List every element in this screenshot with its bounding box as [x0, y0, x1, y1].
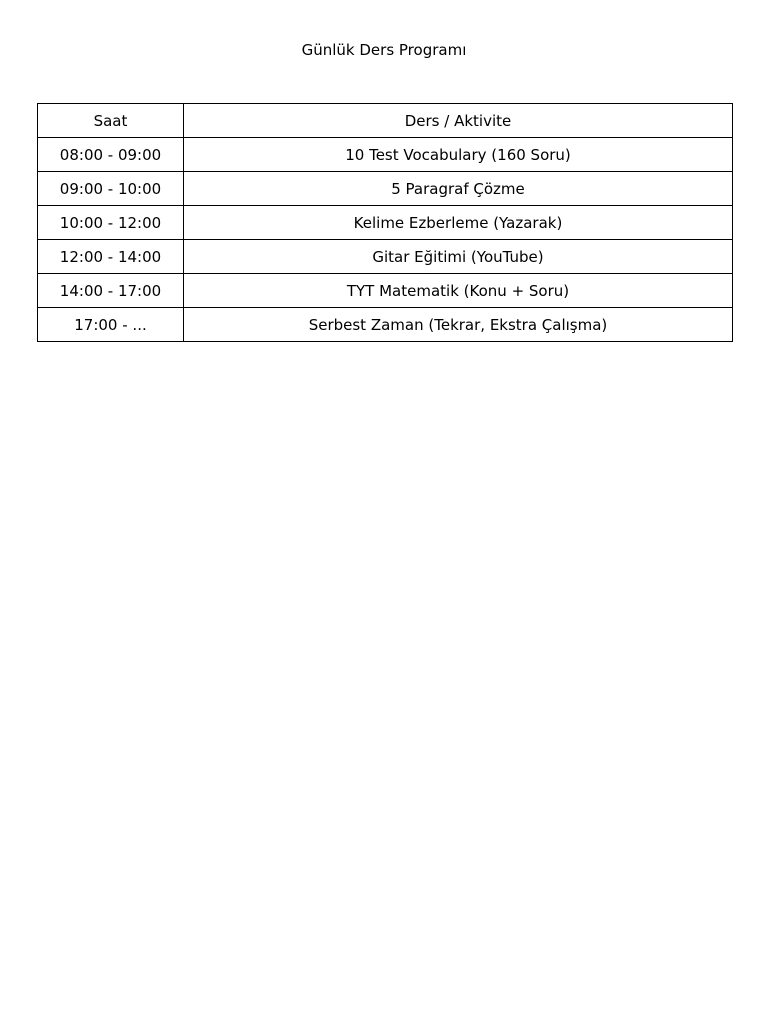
table-row — [38, 308, 733, 342]
table-header-row — [38, 104, 733, 138]
table-row — [38, 274, 733, 308]
table-row — [38, 240, 733, 274]
page-title: Günlük Ders Programı — [301, 41, 467, 59]
activity-cell: 10 Test Vocabulary (160 Soru) — [184, 138, 733, 172]
column-header-time: Saat — [38, 104, 184, 138]
time-cell: 17:00 - ... — [38, 308, 184, 342]
time-cell: 10:00 - 12:00 — [38, 206, 184, 240]
activity-cell: TYT Matematik (Konu + Soru) — [184, 274, 733, 308]
time-cell: 09:00 - 10:00 — [38, 172, 184, 206]
activity-cell: Kelime Ezberleme (Yazarak) — [184, 206, 733, 240]
column-header-activity: Ders / Aktivite — [184, 104, 733, 138]
activity-cell: Serbest Zaman (Tekrar, Ekstra Çalışma) — [184, 308, 733, 342]
table-row — [38, 172, 733, 206]
table-row — [38, 206, 733, 240]
activity-cell: Gitar Eğitimi (YouTube) — [184, 240, 733, 274]
time-cell: 14:00 - 17:00 — [38, 274, 184, 308]
activity-cell: 5 Paragraf Çözme — [184, 172, 733, 206]
table-row — [38, 138, 733, 172]
time-cell: 08:00 - 09:00 — [38, 138, 184, 172]
schedule-table — [37, 103, 733, 342]
time-cell: 12:00 - 14:00 — [38, 240, 184, 274]
